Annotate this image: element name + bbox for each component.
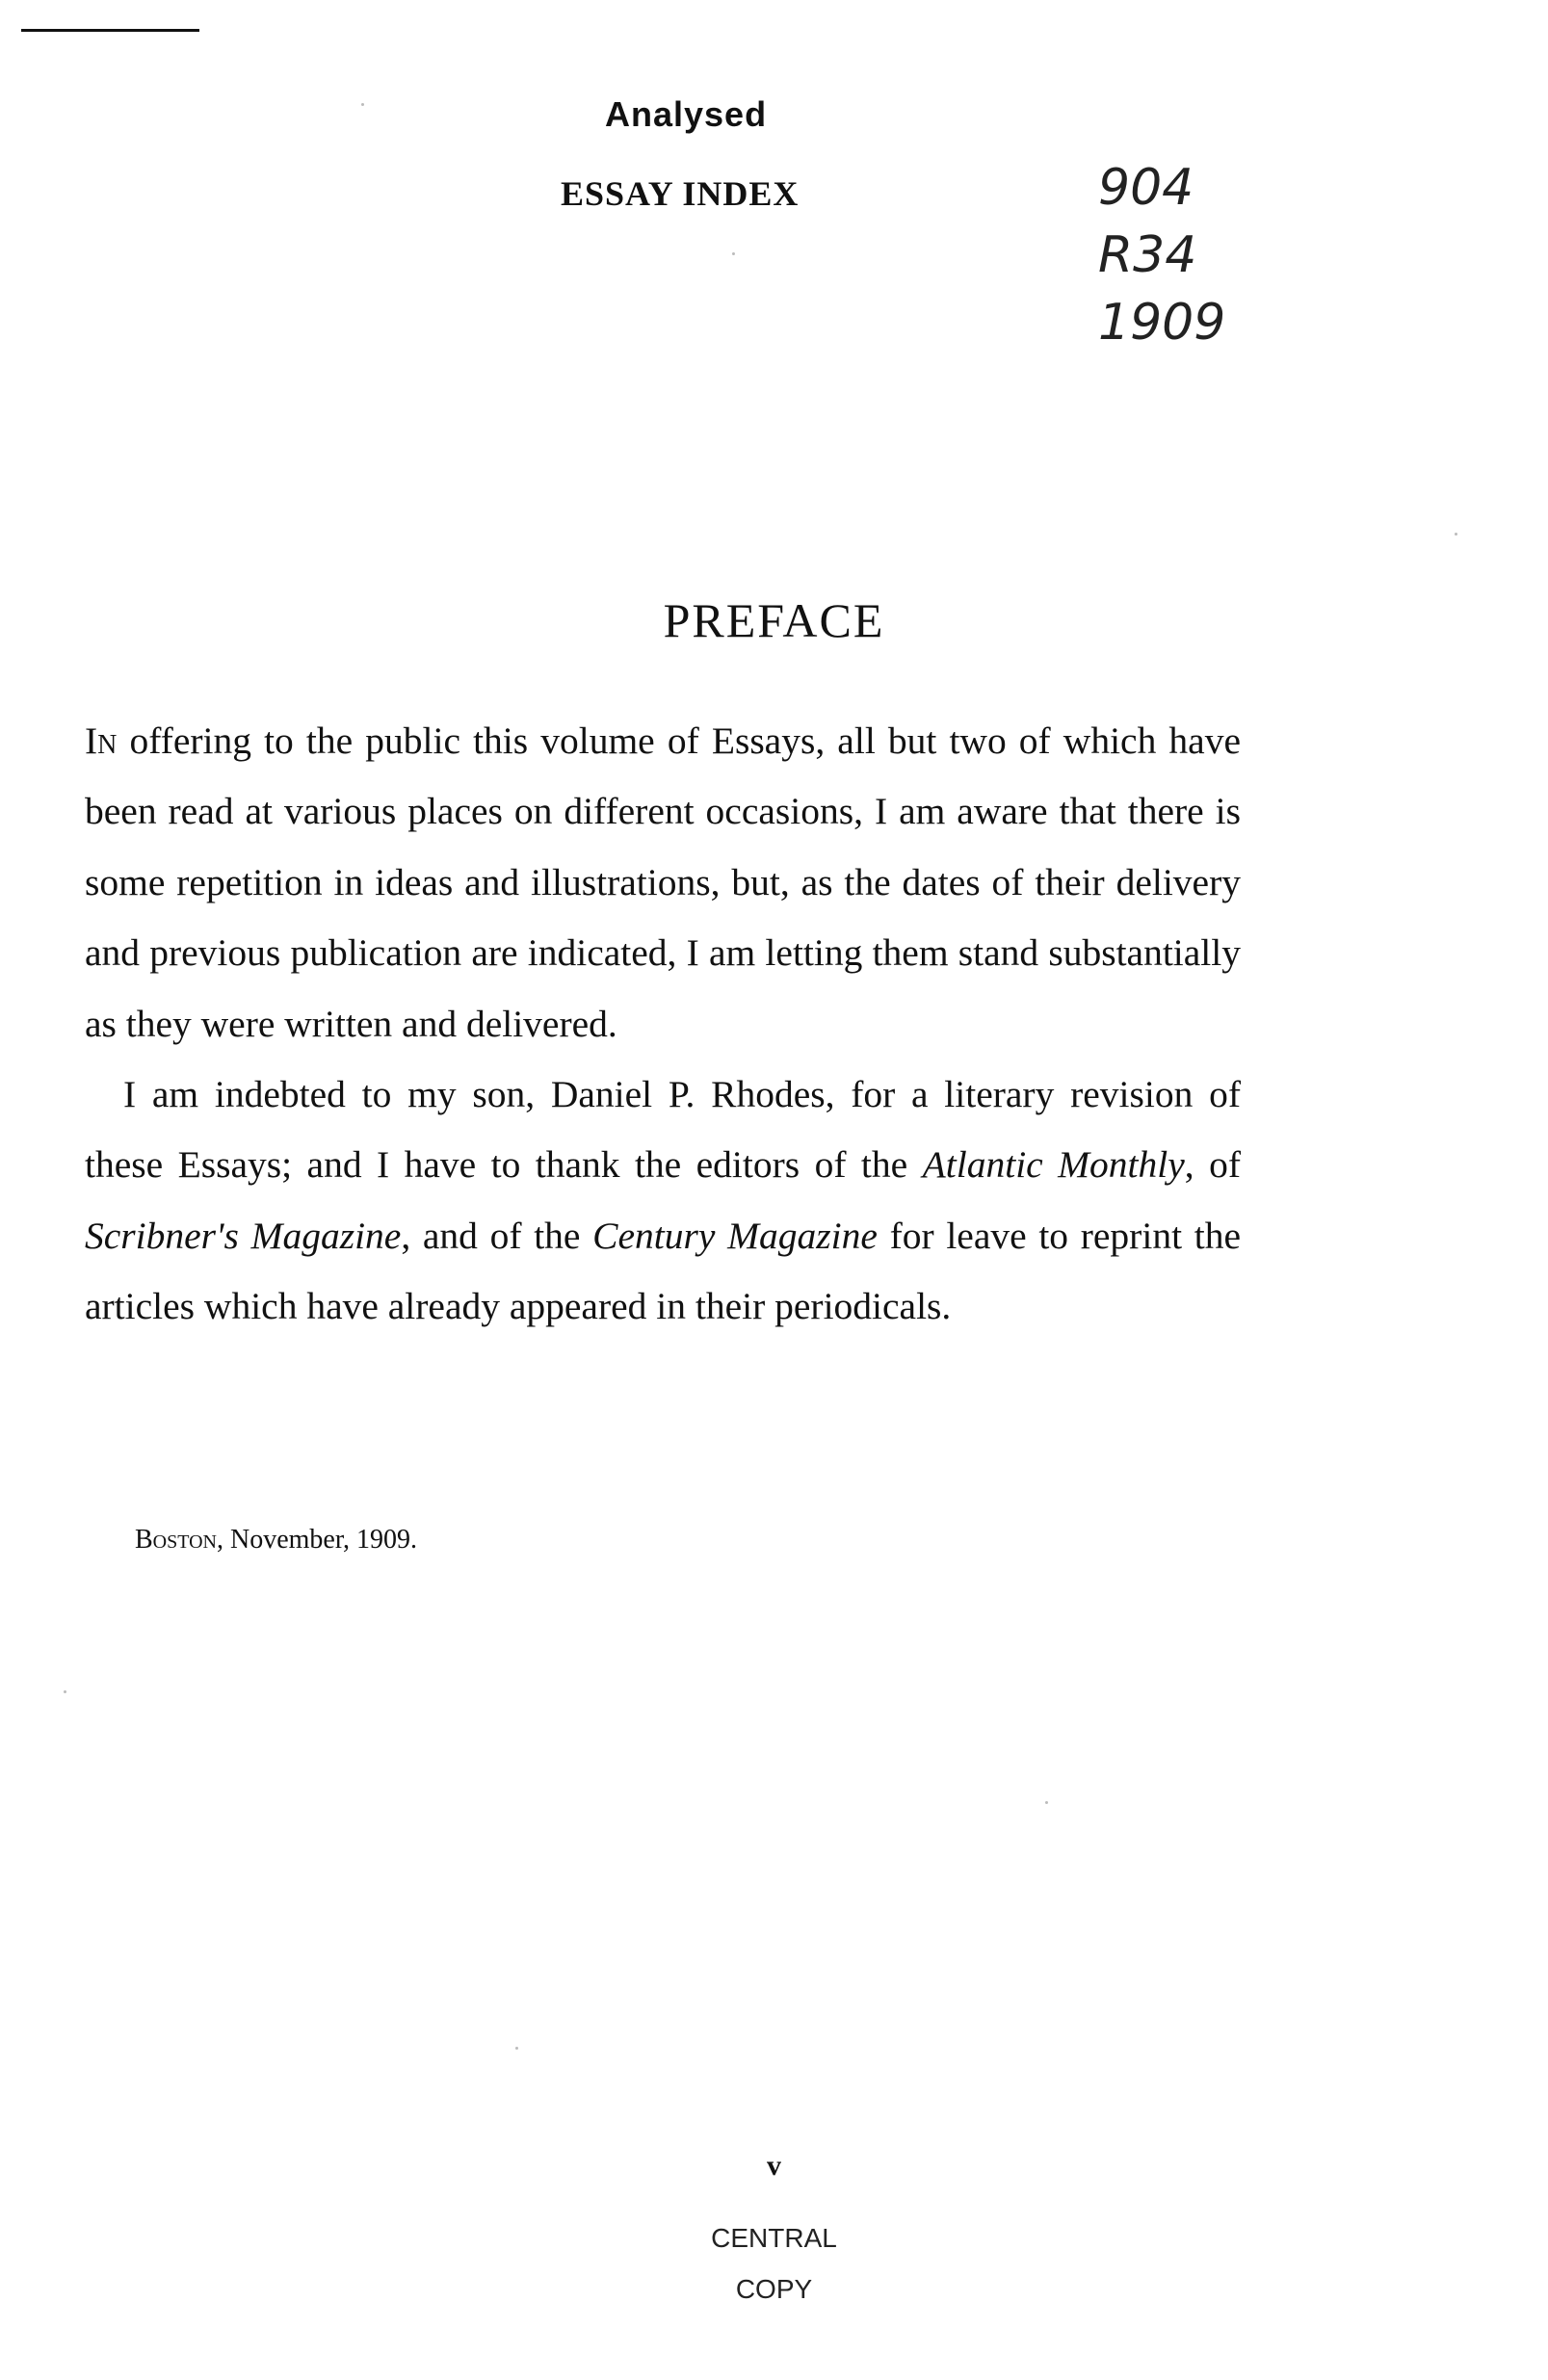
- dateline: [135, 1525, 417, 1556]
- preface-body: [85, 706, 1241, 1343]
- page-title: PREFACE: [663, 593, 885, 647]
- dateline-date: , November, 1909.: [216, 1525, 418, 1555]
- paragraph-text: I am indebted to my son, Daniel P. Rhodes, for a literary revision of these Essays; and I have to thank the editors of the: [85, 1073, 1241, 1187]
- library-stamp-line-1: CENTRAL: [711, 2223, 837, 2253]
- paper-speck: [361, 103, 364, 106]
- page-number: v: [767, 2150, 781, 2182]
- periodical-title: Century Magazine: [592, 1214, 878, 1257]
- paper-speck: [732, 252, 735, 255]
- call-number: [1098, 154, 1225, 356]
- paragraph-text: , of: [1184, 1143, 1241, 1187]
- preface-paragraph: [85, 1059, 1241, 1343]
- call-number-cutter: R34: [1098, 226, 1197, 284]
- paragraph-text: , and of the: [401, 1214, 593, 1257]
- call-number-class: 904: [1098, 159, 1194, 217]
- paragraph-lead-word: In: [85, 719, 118, 762]
- essay-index-stamp: ESSAY INDEX: [561, 174, 800, 213]
- periodical-title: Atlantic Monthly: [922, 1143, 1185, 1187]
- analysed-stamp: Analysed: [605, 94, 768, 134]
- paper-speck: [64, 1690, 66, 1693]
- dateline-place: Boston: [135, 1525, 217, 1555]
- corner-rule: [21, 29, 199, 32]
- paragraph-text: offering to the public this volume of Essays, all but two of which have been read at various places on different occasions, I am aware that there is some repetition in ideas and illustrations, but, as the dates of their delivery and previous publication are indicated, I am letting them stand substantially as they were written and delivered.: [85, 719, 1241, 1045]
- preface-paragraph: [85, 706, 1241, 1059]
- periodical-title: Scribner's Magazine: [85, 1214, 402, 1257]
- library-stamp-line-2: COPY: [735, 2274, 813, 2304]
- paragraph-text: for leave to reprint the articles which have already appeared in their periodicals.: [85, 1214, 1241, 1328]
- paper-speck: [1455, 533, 1457, 536]
- paper-speck: [515, 2047, 518, 2050]
- paper-speck: [1045, 1801, 1048, 1804]
- call-number-year: 1909: [1098, 294, 1226, 352]
